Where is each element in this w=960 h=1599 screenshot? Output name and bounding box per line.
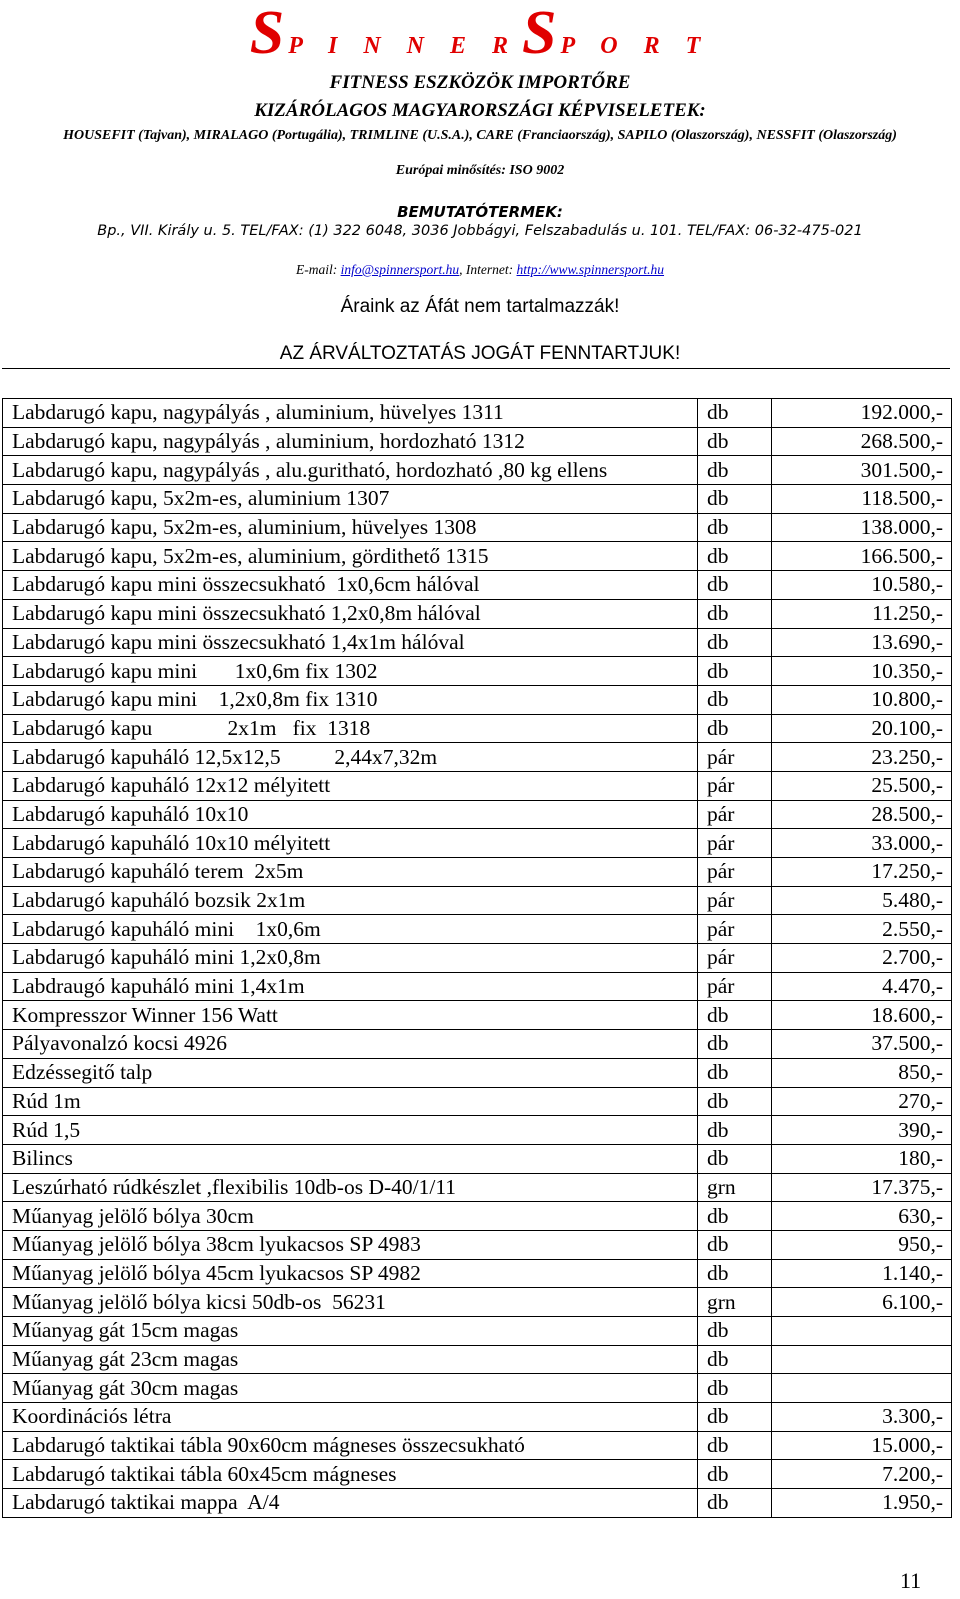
price-row — [3, 1230, 952, 1259]
price — [772, 1374, 952, 1403]
unit: pár — [698, 858, 772, 887]
price: 1.140,- — [772, 1259, 952, 1288]
unit: db — [698, 1202, 772, 1231]
price-table-body — [3, 399, 952, 1518]
price-row — [3, 513, 952, 542]
product-name: Labdarugó kapuháló 10x10 — [3, 800, 698, 829]
unit: db — [698, 714, 772, 743]
price-row — [3, 1288, 952, 1317]
iso-line: Európai minősítés: ISO 9002 — [395, 163, 565, 178]
price-row — [3, 1144, 952, 1173]
product-name: Rúd 1m — [3, 1087, 698, 1116]
unit: pár — [698, 829, 772, 858]
product-name: Labdarugó kapuháló mini 1,2x0,8m — [3, 944, 698, 973]
price-row — [3, 944, 952, 973]
price-row — [3, 1345, 952, 1374]
product-name: Műanyag jelölő bólya 38cm lyukacsos SP 4983 — [3, 1230, 698, 1259]
unit: db — [698, 1431, 772, 1460]
product-name: Labdarugó kapuháló 12x12 mélyitett — [3, 771, 698, 800]
price: 17.250,- — [772, 858, 952, 887]
showroom-title: BEMUTATÓTERMEK: — [397, 203, 563, 221]
product-name: Labdarugó kapuháló terem 2x5m — [3, 858, 698, 887]
company-logo — [0, 0, 960, 67]
unit: db — [698, 1374, 772, 1403]
price: 390,- — [772, 1116, 952, 1145]
website-link[interactable]: http://www.spinnersport.hu — [516, 262, 665, 277]
unit: db — [698, 1345, 772, 1374]
price-table — [2, 398, 952, 1518]
price: 13.690,- — [772, 628, 952, 657]
product-name: Műanyag jelölő bólya 45cm lyukacsos SP 4982 — [3, 1259, 698, 1288]
unit: db — [698, 1058, 772, 1087]
product-name: Labdarugó kapuháló 10x10 mélyitett — [3, 829, 698, 858]
price: 192.000,- — [772, 399, 952, 428]
unit: db — [698, 1259, 772, 1288]
price: 11.250,- — [772, 599, 952, 628]
price-row — [3, 1202, 952, 1231]
unit: pár — [698, 886, 772, 915]
unit: db — [698, 427, 772, 456]
price: 10.580,- — [772, 571, 952, 600]
unit: db — [698, 485, 772, 514]
unit: db — [698, 685, 772, 714]
price-row — [3, 1374, 952, 1403]
price-row — [3, 571, 952, 600]
price-row — [3, 829, 952, 858]
price: 17.375,- — [772, 1173, 952, 1202]
unit: db — [698, 542, 772, 571]
price-row — [3, 1116, 952, 1145]
unit: db — [698, 456, 772, 485]
product-name: Labdarugó kapu, nagypályás , aluminium, hüvelyes 1311 — [3, 399, 698, 428]
price: 180,- — [772, 1144, 952, 1173]
price: 3.300,- — [772, 1403, 952, 1432]
product-name: Labdarugó kapuháló 12,5x12,5 2,44x7,32m — [3, 743, 698, 772]
price-row — [3, 542, 952, 571]
price-row — [3, 858, 952, 887]
price-row — [3, 685, 952, 714]
price: 5.480,- — [772, 886, 952, 915]
price: 18.600,- — [772, 1001, 952, 1030]
unit: db — [698, 513, 772, 542]
price: 2.700,- — [772, 944, 952, 973]
unit: db — [698, 1144, 772, 1173]
price: 10.800,- — [772, 685, 952, 714]
unit: pár — [698, 915, 772, 944]
product-name: Bilincs — [3, 1144, 698, 1173]
price-row — [3, 886, 952, 915]
showroom-address: Bp., VII. Király u. 5. TEL/FAX: (1) 322 6048, 3036 Jobbágyi, Felszabadulás u. 101. TEL/FAX: 06-32-475-021 — [97, 223, 863, 239]
price: 23.250,- — [772, 743, 952, 772]
product-name: Műanyag gát 15cm magas — [3, 1317, 698, 1346]
price: 118.500,- — [772, 485, 952, 514]
price-row — [3, 915, 952, 944]
logo-word-pinner: P I N N E R — [288, 33, 518, 59]
price: 630,- — [772, 1202, 952, 1231]
price: 850,- — [772, 1058, 952, 1087]
price: 166.500,- — [772, 542, 952, 571]
price-row — [3, 657, 952, 686]
price — [772, 1317, 952, 1346]
price: 950,- — [772, 1230, 952, 1259]
product-name: Műanyag gát 30cm magas — [3, 1374, 698, 1403]
price: 7.200,- — [772, 1460, 952, 1489]
product-name: Műanyag jelölő bólya 30cm — [3, 1202, 698, 1231]
price: 15.000,- — [772, 1431, 952, 1460]
product-name: Labdarugó taktikai tábla 90x60cm mágneses összecsukható — [3, 1431, 698, 1460]
product-name: Edzéssegitő talp — [3, 1058, 698, 1087]
price-row — [3, 1058, 952, 1087]
unit: db — [698, 1403, 772, 1432]
product-name: Labdarugó kapu, 5x2m-es, aluminium 1307 — [3, 485, 698, 514]
unit: db — [698, 1116, 772, 1145]
product-name: Pályavonalzó kocsi 4926 — [3, 1030, 698, 1059]
product-name: Kompresszor Winner 156 Watt — [3, 1001, 698, 1030]
product-name: Labdarugó kapu mini összecsukható 1,4x1m hálóval — [3, 628, 698, 657]
product-name: Labdarugó kapu, 5x2m-es, aluminium, hüvelyes 1308 — [3, 513, 698, 542]
price: 268.500,- — [772, 427, 952, 456]
price: 20.100,- — [772, 714, 952, 743]
unit: db — [698, 1230, 772, 1259]
importer-line: FITNESS ESZKÖZÖK IMPORTŐRE — [329, 72, 631, 93]
price: 33.000,- — [772, 829, 952, 858]
price-row — [3, 1403, 952, 1432]
logo-letter-s1: S — [249, 0, 285, 67]
price-row — [3, 1431, 952, 1460]
price-row — [3, 599, 952, 628]
product-name: Labdarugó kapu mini összecsukható 1,2x0,8m hálóval — [3, 599, 698, 628]
price: 301.500,- — [772, 456, 952, 485]
product-name: Labdarugó kapu mini 1x0,6m fix 1302 — [3, 657, 698, 686]
product-name: Labdarugó kapuháló bozsik 2x1m — [3, 886, 698, 915]
product-name: Labdarugó kapu, nagypályás , alu.guritható, hordozható ,80 kg ellens — [3, 456, 698, 485]
product-name: Labdarugó taktikai tábla 60x45cm mágneses — [3, 1460, 698, 1489]
unit: db — [698, 571, 772, 600]
unit: db — [698, 1087, 772, 1116]
price: 2.550,- — [772, 915, 952, 944]
email-link[interactable]: info@spinnersport.hu — [340, 262, 460, 277]
price: 138.000,- — [772, 513, 952, 542]
price-row — [3, 800, 952, 829]
product-name: Labdarugó kapu, nagypályás , aluminium, hordozható 1312 — [3, 427, 698, 456]
price: 37.500,- — [772, 1030, 952, 1059]
brands-line: HOUSEFIT (Tajvan), MIRALAGO (Portugália), TRIMLINE (U.S.A.), CARE (Franciaország), SAPILO (Olaszország), NESSFIT (Olaszország) — [63, 128, 897, 143]
price: 4.470,- — [772, 972, 952, 1001]
price-row — [3, 1001, 952, 1030]
unit: pár — [698, 972, 772, 1001]
product-name: Labdraugó kapuháló mini 1,4x1m — [3, 972, 698, 1001]
product-name: Leszúrható rúdkészlet ,flexibilis 10db-os D-40/1/11 — [3, 1173, 698, 1202]
price: 1.950,- — [772, 1489, 952, 1518]
price-row — [3, 1030, 952, 1059]
unit: pár — [698, 944, 772, 973]
product-name: Labdarugó kapu mini 1,2x0,8m fix 1310 — [3, 685, 698, 714]
product-name: Labdarugó kapuháló mini 1x0,6m — [3, 915, 698, 944]
unit: pár — [698, 771, 772, 800]
price-row — [3, 427, 952, 456]
unit: pár — [698, 743, 772, 772]
price-row — [3, 1489, 952, 1518]
price-row — [3, 485, 952, 514]
vat-notice: Áraink az Áfát nem tartalmazzák! — [340, 296, 620, 317]
price-row — [3, 399, 952, 428]
header-divider — [2, 368, 950, 369]
price-row — [3, 456, 952, 485]
change-notice: AZ ÁRVÁLTOZTATÁS JOGÁT FENNTARTJUK! — [279, 343, 681, 364]
email-label: E-mail: — [295, 262, 341, 277]
unit: db — [698, 1001, 772, 1030]
price: 270,- — [772, 1087, 952, 1116]
price-row — [3, 1460, 952, 1489]
logo-word-port: P O R T — [560, 33, 711, 59]
unit: db — [698, 599, 772, 628]
logo-letter-s2: S — [522, 0, 557, 67]
unit: db — [698, 1030, 772, 1059]
price-row — [3, 628, 952, 657]
unit: db — [698, 628, 772, 657]
page-number: 11 — [900, 1568, 922, 1593]
product-name: Koordinációs létra — [3, 1403, 698, 1432]
price-row — [3, 1173, 952, 1202]
price-row — [3, 1317, 952, 1346]
price — [772, 1345, 952, 1374]
price-row — [3, 1259, 952, 1288]
price-row — [3, 743, 952, 772]
unit: pár — [698, 800, 772, 829]
exclusive-line: KIZÁRÓLAGOS MAGYARORSZÁGI KÉPVISELETEK: — [254, 100, 706, 121]
price-row — [3, 771, 952, 800]
price: 28.500,- — [772, 800, 952, 829]
product-name: Műanyag jelölő bólya kicsi 50db-os 56231 — [3, 1288, 698, 1317]
price-row — [3, 1087, 952, 1116]
price-row — [3, 972, 952, 1001]
contact-line — [0, 262, 960, 278]
unit: grn — [698, 1288, 772, 1317]
product-name: Labdarugó kapu mini összecsukható 1x0,6cm hálóval — [3, 571, 698, 600]
product-name: Műanyag gát 23cm magas — [3, 1345, 698, 1374]
product-name: Labdarugó taktikai mappa A/4 — [3, 1489, 698, 1518]
unit: db — [698, 399, 772, 428]
price: 10.350,- — [772, 657, 952, 686]
unit: db — [698, 657, 772, 686]
unit: db — [698, 1489, 772, 1518]
price: 25.500,- — [772, 771, 952, 800]
product-name: Rúd 1,5 — [3, 1116, 698, 1145]
unit: grn — [698, 1173, 772, 1202]
product-name: Labdarugó kapu, 5x2m-es, aluminium, gördithető 1315 — [3, 542, 698, 571]
internet-label: , Internet: — [459, 262, 517, 277]
price: 6.100,- — [772, 1288, 952, 1317]
price-row — [3, 714, 952, 743]
product-name: Labdarugó kapu 2x1m fix 1318 — [3, 714, 698, 743]
unit: db — [698, 1317, 772, 1346]
unit: db — [698, 1460, 772, 1489]
